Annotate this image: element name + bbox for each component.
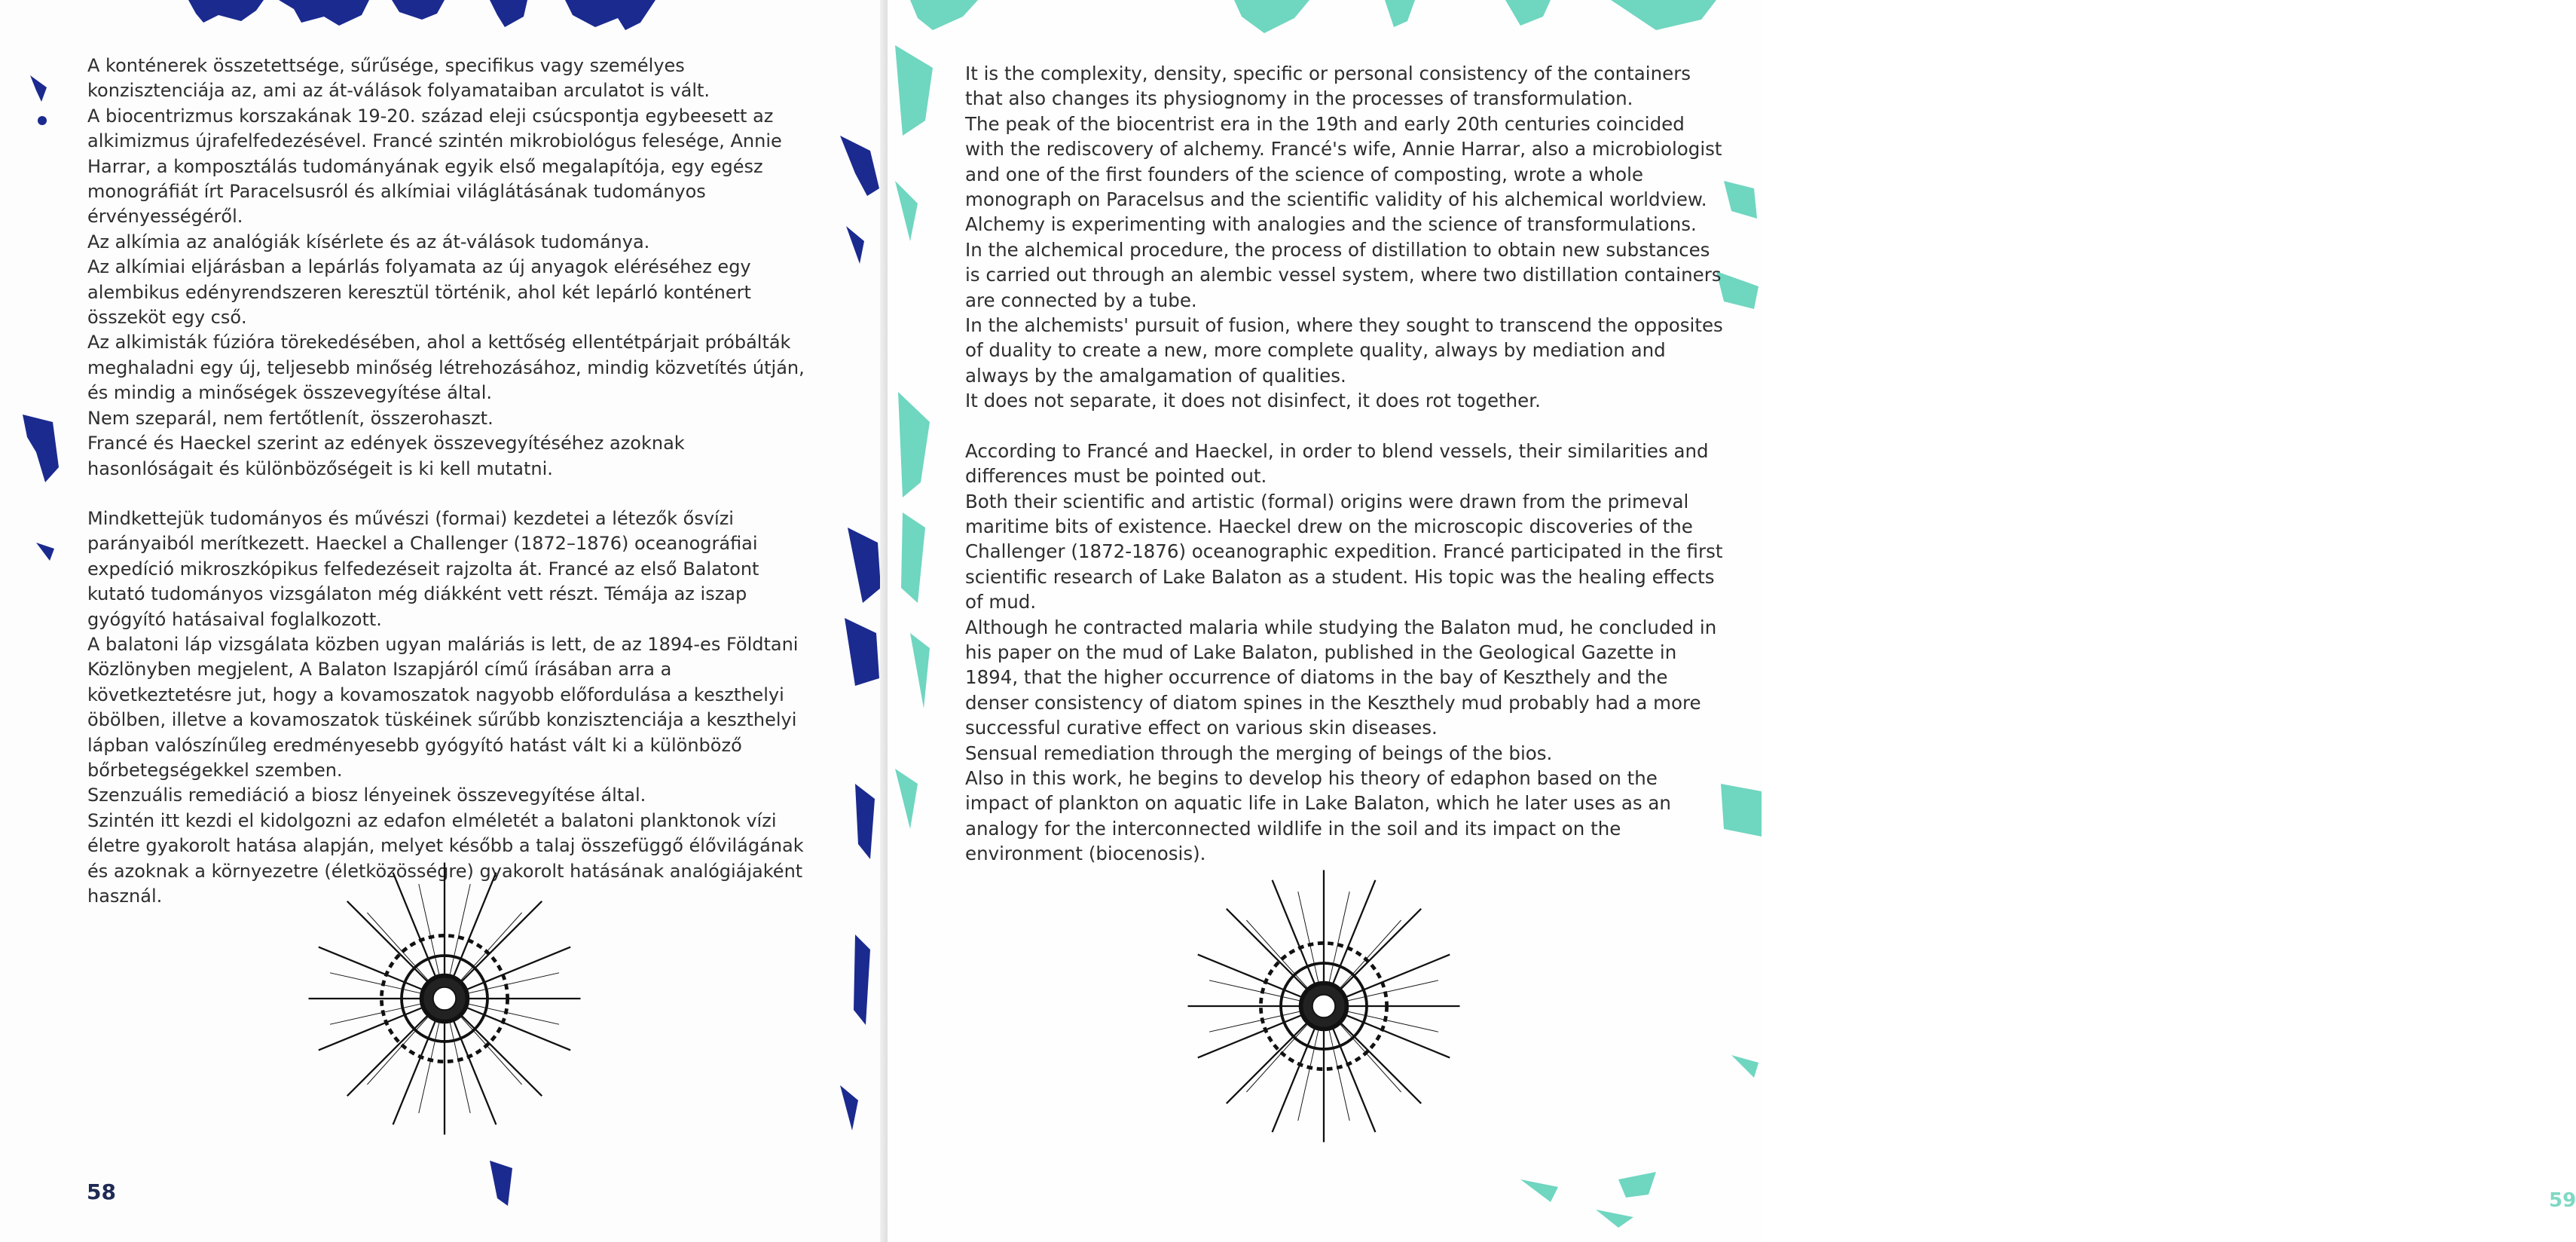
blue-ink-fragments xyxy=(0,60,75,588)
paragraph: Although he contracted malaria while studying the Balaton mud, he concluded in his paper on the mud of Lake Balaton, published in the Geological Gazette in 1894, that the higher occurrence of diatoms in the bay of Keszthely and the denser consistency of diatom spines in the Keszthely mud probably had a more successful curative effect on various skin diseases. xyxy=(965,616,1717,739)
teal-ink-fragments xyxy=(1505,1164,1731,1232)
paragraph: It does not separate, it does not disinfect, it does rot together. xyxy=(965,390,1541,412)
blue-ink-fragments xyxy=(475,1153,535,1236)
paragraph: Francé és Haeckel szerint az edények összevegyítéséhez azoknak hasonlóságait és különbözőségeit is ki kell mutatni. xyxy=(87,433,685,479)
paragraph: Also in this work, he begins to develop his theory of edaphon based on the impact of plankton on aquatic life in Lake Balaton, which he later uses as an analogy for the interconnected wildlife in the soil and its impact on the environment (biocenosis). xyxy=(965,766,1671,865)
paragraph: Szenzuális remediáció a biosz lényeinek összevegyítése által. xyxy=(87,785,646,806)
paragraph: Az alkimisták fúzióra törekedésében, ahol a kettőség ellentétpárjait próbálták meghaladni egy új, teljesebb minőség létrehozásához, mindig közvetítés útján, és mindig a minőségek összevegyítése által. xyxy=(87,332,805,404)
page-number: 59 xyxy=(2549,1189,2576,1212)
paragraph: Both their scientific and artistic (formal) origins were drawn from the primeval maritime bits of existence. Haeckel drew on the microscopic discoveries of the Challenger (1872-1876) oceanographic expedition. Francé participated in the first scientific research of Lake Balaton as a student. His topic was the healing effects of mud. xyxy=(965,490,1723,613)
left-body-text xyxy=(87,54,811,909)
paragraph: A balatoni láp vizsgálata közben ugyan maláriás is lett, de az 1894-es Földtani Közlönyben megjelent, A Balaton Iszapjáról című írásában arra a következtetésre jut, hogy a kovamoszatok nagyobb előfordulása a keszthelyi öbölben, illetve a kovamoszatok tüskéinek sűrűbb konzisztenciája a keszthelyi lápban valószínűleg eredményesebb gyógyító hatást vált ki a különböző bőrbetegségekkel szemben. xyxy=(87,633,799,781)
paragraph: Mindkettejük tudományos és művészi (formai) kezdetei a létezők ősvízi parányaiból merítkezett. Haeckel a Challenger (1872–1876) oceanográfiai expedíció mikroszkópikus felfedezéseit rajzolta át. Francé az első Balatont kutató tudományos vizsgálaton még diákként vett részt. Témája az iszap gyógyító hatásaival foglalkozott. xyxy=(87,507,759,630)
paragraph: A biocentrizmus korszakának 19-20. század eleji csúcspontja egybeesett az alkimizmus újrafelfedezésével. Francé szintén mikrobiológus felesége, Annie Harrar, a komposztálás tudományának egyik első megalapítója, egy egész monográfiát írt Paracelsusról és alkímiai világlátásának tudományos érvényességéről. xyxy=(87,105,782,228)
paragraph: Alchemy is experimenting with analogies and the science of transformulations. xyxy=(965,213,1697,236)
paragraph: According to Francé and Haeckel, in order to blend vessels, their similarities and differences must be pointed out. xyxy=(965,439,1709,488)
radiolarian-illustration xyxy=(301,855,588,1142)
paragraph-gap xyxy=(965,414,1726,439)
paragraph: A konténerek összetettsége, sűrűsége, specifikus vagy személyes konzisztenciája az, ami az át-válások folyamataiban arculatot is vált. xyxy=(87,55,710,102)
teal-marble-decoration xyxy=(888,0,1762,45)
paragraph-gap xyxy=(87,482,811,506)
radiolarian-illustration xyxy=(1181,863,1467,1149)
teal-ink-fragments xyxy=(888,30,948,1206)
blue-marble-decoration xyxy=(173,0,655,32)
blue-ink-fragments xyxy=(825,106,885,1236)
paragraph: The peak of the biocentrist era in the 19th and early 20th centuries coincided with the rediscovery of alchemy. Francé's wife, Annie Harrar, also a microbiologist and one of the first founders of the science of composting, wrote a whole monograph on Paracelsus and the scientific validity of his alchemical worldview. xyxy=(965,112,1722,211)
left-page xyxy=(0,0,888,1242)
paragraph: In the alchemical procedure, the process of distillation to obtain new substances is carried out through an alembic vessel system, where two distillation containers are connected by a tube. xyxy=(965,238,1722,311)
paragraph: Nem szeparál, nem fertőtlenít, összerohaszt. xyxy=(87,407,494,429)
paragraph: It is the complexity, density, specific or personal consistency of the containers that also changes its physiognomy in the processes of transformulation. xyxy=(965,63,1691,110)
paragraph: Sensual remediation through the merging of beings of the bios. xyxy=(965,742,1553,764)
paragraph: In the alchemists' pursuit of fusion, where they sought to transcend the opposites of duality to create a new, more complete quality, always by mediation and always by the amalgamation of qualities. xyxy=(965,314,1723,387)
paragraph: Az alkímia az analógiák kísérlete és az át-válások tudománya. xyxy=(87,231,650,252)
right-body-text xyxy=(965,61,1726,867)
paragraph: Szintén itt kezdi el kidolgozni az edafon elméletét a balatoni planktonok vízi életre gyakorolt hatása alapján, melyet később a talaj összefüggő élővilágának és azoknak a környezetre (életközösségre) gyakorolt hatásának analógiájaként használ. xyxy=(87,809,804,907)
paragraph: Az alkímiai eljárásban a lepárlás folyamata az új anyagok eléréséhez egy alembikus edényrendszeren keresztül történik, ahol két lepárló konténert összeköt egy cső. xyxy=(87,256,751,329)
page-number: 58 xyxy=(87,1179,116,1204)
